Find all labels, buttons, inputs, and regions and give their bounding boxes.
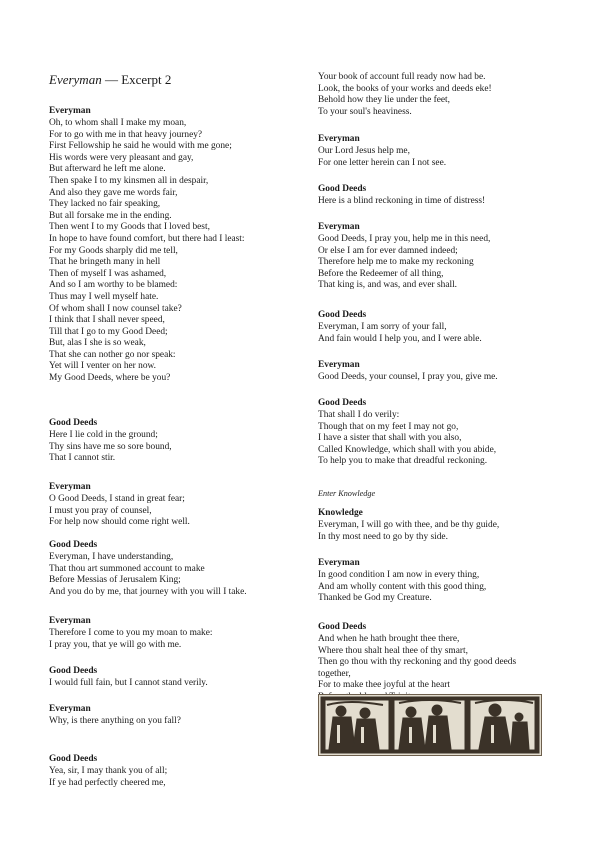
speaker-name: Good Deeds <box>318 310 367 320</box>
verse-line: Thus may I well myself hate. <box>49 291 159 302</box>
verse-line: Till that I go to my Good Deed; <box>49 326 168 337</box>
speech-block <box>49 106 245 385</box>
verse-line: And also they gave me words fair, <box>49 187 178 198</box>
verse-line: I must you pray of counsel, <box>49 505 152 516</box>
verse-line: Our Lord Jesus help me, <box>318 146 410 156</box>
speaker-name: Everyman <box>49 482 91 492</box>
verse-line: Everyman, I am sorry of your fall, <box>318 322 447 332</box>
speech-block <box>49 666 208 690</box>
verse-line: That she can nother go nor speak: <box>49 349 176 360</box>
verse-line: In hope to have found comfort, but there had I least: <box>49 233 245 244</box>
verse-line: That I cannot stir. <box>49 453 116 464</box>
speech-block <box>318 508 499 543</box>
verse-line: Your book of account full ready now had be. <box>318 72 486 82</box>
play-title: Everyman <box>49 72 102 87</box>
verse-line: For help now should come right well. <box>49 517 190 528</box>
woodcut-figures-image <box>319 695 541 755</box>
verse-line: In thy most need to go by thy side. <box>318 531 448 542</box>
speech-block <box>49 418 172 465</box>
verse-line: Good Deeds, I pray you, help me in this need, <box>318 234 491 244</box>
verse-line: Of whom shall I now counsel take? <box>49 303 182 314</box>
speaker-name: Everyman <box>318 134 360 144</box>
speech-block <box>318 222 490 292</box>
verse-line: Thy sins have me so sore bound, <box>49 441 172 452</box>
speaker-name: Everyman <box>49 106 91 116</box>
verse-line: Here I lie cold in the ground; <box>49 430 158 440</box>
verse-line: For to go with me in that heavy journey? <box>49 129 203 140</box>
verse-line: That thou art summoned account to make <box>49 563 205 574</box>
speaker-name: Everyman <box>49 616 91 626</box>
speaker-name: Everyman <box>318 360 360 370</box>
verse-line: And so I am worthy to be blamed: <box>49 280 178 291</box>
verse-line: I would full fain, but I cannot stand verily. <box>49 678 208 688</box>
verse-line: Though that on my feet I may not go, <box>318 421 459 432</box>
stage-direction: Enter Knowledge <box>318 489 376 498</box>
verse-line: For my Goods sharply did me tell, <box>49 245 178 256</box>
speech-block <box>49 704 181 728</box>
verse-line: Here is a blind reckoning in time of distress! <box>318 196 486 206</box>
verse-line: Called Knowledge, which shall with you abide, <box>318 444 497 455</box>
verse-line: Then went I to my Goods that I loved best, <box>49 222 210 233</box>
verse-line: O Good Deeds, I stand in great fear; <box>49 494 185 504</box>
verse-line: I pray you, that ye will go with me. <box>49 639 182 650</box>
verse-line: Look, the books of your works and deeds eke! <box>318 83 492 94</box>
speaker-name: Good Deeds <box>318 398 367 408</box>
verse-line: Where thou shalt heal thee of thy smart, <box>318 645 468 656</box>
verse-line: But afterward he left me alone. <box>49 164 166 175</box>
verse-line: Oh, to whom shall I make my moan, <box>49 118 187 128</box>
speaker-name: Everyman <box>318 558 360 568</box>
verse-line: That king is, and was, and ever shall. <box>318 280 458 291</box>
verse-line: But, alas I she is so weak, <box>49 338 146 349</box>
verse-line: For one letter herein can I not see. <box>318 157 447 168</box>
verse-line: And when he hath brought thee there, <box>318 634 460 644</box>
speaker-name: Good Deeds <box>318 184 367 194</box>
verse-line: together, <box>318 668 351 679</box>
verse-line: Before the Redeemer of all thing, <box>318 268 444 279</box>
verse-line: Everyman, I will go with thee, and be thy guide, <box>318 520 500 530</box>
speech-block <box>49 754 167 789</box>
speech-block <box>318 184 485 208</box>
woodcut-illustration <box>318 694 542 756</box>
verse-line: Everyman, I have understanding, <box>49 552 174 562</box>
speech-block <box>318 558 486 605</box>
verse-line: And am wholly content with this good thing, <box>318 581 487 592</box>
excerpt-label: — Excerpt 2 <box>101 72 172 87</box>
verse-line: Or else I am for ever damned indeed; <box>318 245 458 256</box>
speech-block <box>49 482 190 529</box>
speaker-name: Everyman <box>49 704 91 714</box>
verse-line: But all forsake me in the ending. <box>49 210 172 221</box>
verse-line: Yea, sir, I may thank you of all; <box>49 766 168 776</box>
speaker-name: Everyman <box>318 222 360 232</box>
speech-block <box>49 616 213 651</box>
verse-line: I have a sister that shall with you also, <box>318 433 462 444</box>
verse-line: Behold how they lie under the feet, <box>318 95 450 106</box>
verse-line: In good condition I am now in every thing, <box>318 570 480 580</box>
verse-line: First Fellowship he said he would with me gone; <box>49 141 232 152</box>
speech-block <box>318 360 498 384</box>
speech-block <box>49 540 247 598</box>
verse-line: That shall I do verily: <box>318 410 400 420</box>
verse-line: Good Deeds, your counsel, I pray you, give me. <box>318 372 498 382</box>
verse-line: If ye had perfectly cheered me, <box>49 777 166 788</box>
speaker-name: Knowledge <box>318 508 363 518</box>
verse-line: Therefore I come to you my moan to make: <box>49 628 213 638</box>
speaker-name: Good Deeds <box>318 622 367 632</box>
verse-line: My Good Deeds, where be you? <box>49 373 171 384</box>
verse-line: To your soul's heaviness. <box>318 106 412 117</box>
verse-line: And you do by me, that journey with you will I take. <box>49 586 247 597</box>
verse-line: For to make thee joyful at the heart <box>318 680 450 691</box>
speech-block <box>318 134 446 169</box>
verse-line: His words were very pleasant and gay, <box>49 152 194 163</box>
speaker-name: Good Deeds <box>49 754 98 764</box>
verse-line: Yet will I venter on her now. <box>49 361 157 372</box>
verse-line: Before Messias of Jerusalem King; <box>49 575 181 586</box>
speech-block <box>318 622 516 704</box>
verse-line: Therefore help me to make my reckoning <box>318 257 474 268</box>
verse-line: They lacked no fair speaking, <box>49 199 161 210</box>
verse-line: Why, is there anything on you fall? <box>49 716 181 726</box>
verse-line: Thanked be God my Creature. <box>318 593 432 604</box>
page-title <box>49 72 171 88</box>
speech-block <box>318 398 496 468</box>
verse-line: And fain would I help you, and I were able. <box>318 333 482 344</box>
verse-line: To help you to make that dreadful reckoning. <box>318 456 488 467</box>
speaker-name: Good Deeds <box>49 540 98 550</box>
verse-line: Then spake I to my kinsmen all in despair, <box>49 175 209 186</box>
speaker-name: Good Deeds <box>49 418 98 428</box>
verse-line: Then go thou with thy reckoning and thy good deeds <box>318 657 517 668</box>
speech-block <box>318 488 375 499</box>
verse-line: That he bringeth many in hell <box>49 257 161 268</box>
speech-block <box>318 310 482 345</box>
speaker-name: Good Deeds <box>49 666 98 676</box>
verse-line: I think that I shall never speed, <box>49 315 165 326</box>
speech-block <box>318 72 492 118</box>
verse-line: Then of myself I was ashamed, <box>49 268 167 279</box>
